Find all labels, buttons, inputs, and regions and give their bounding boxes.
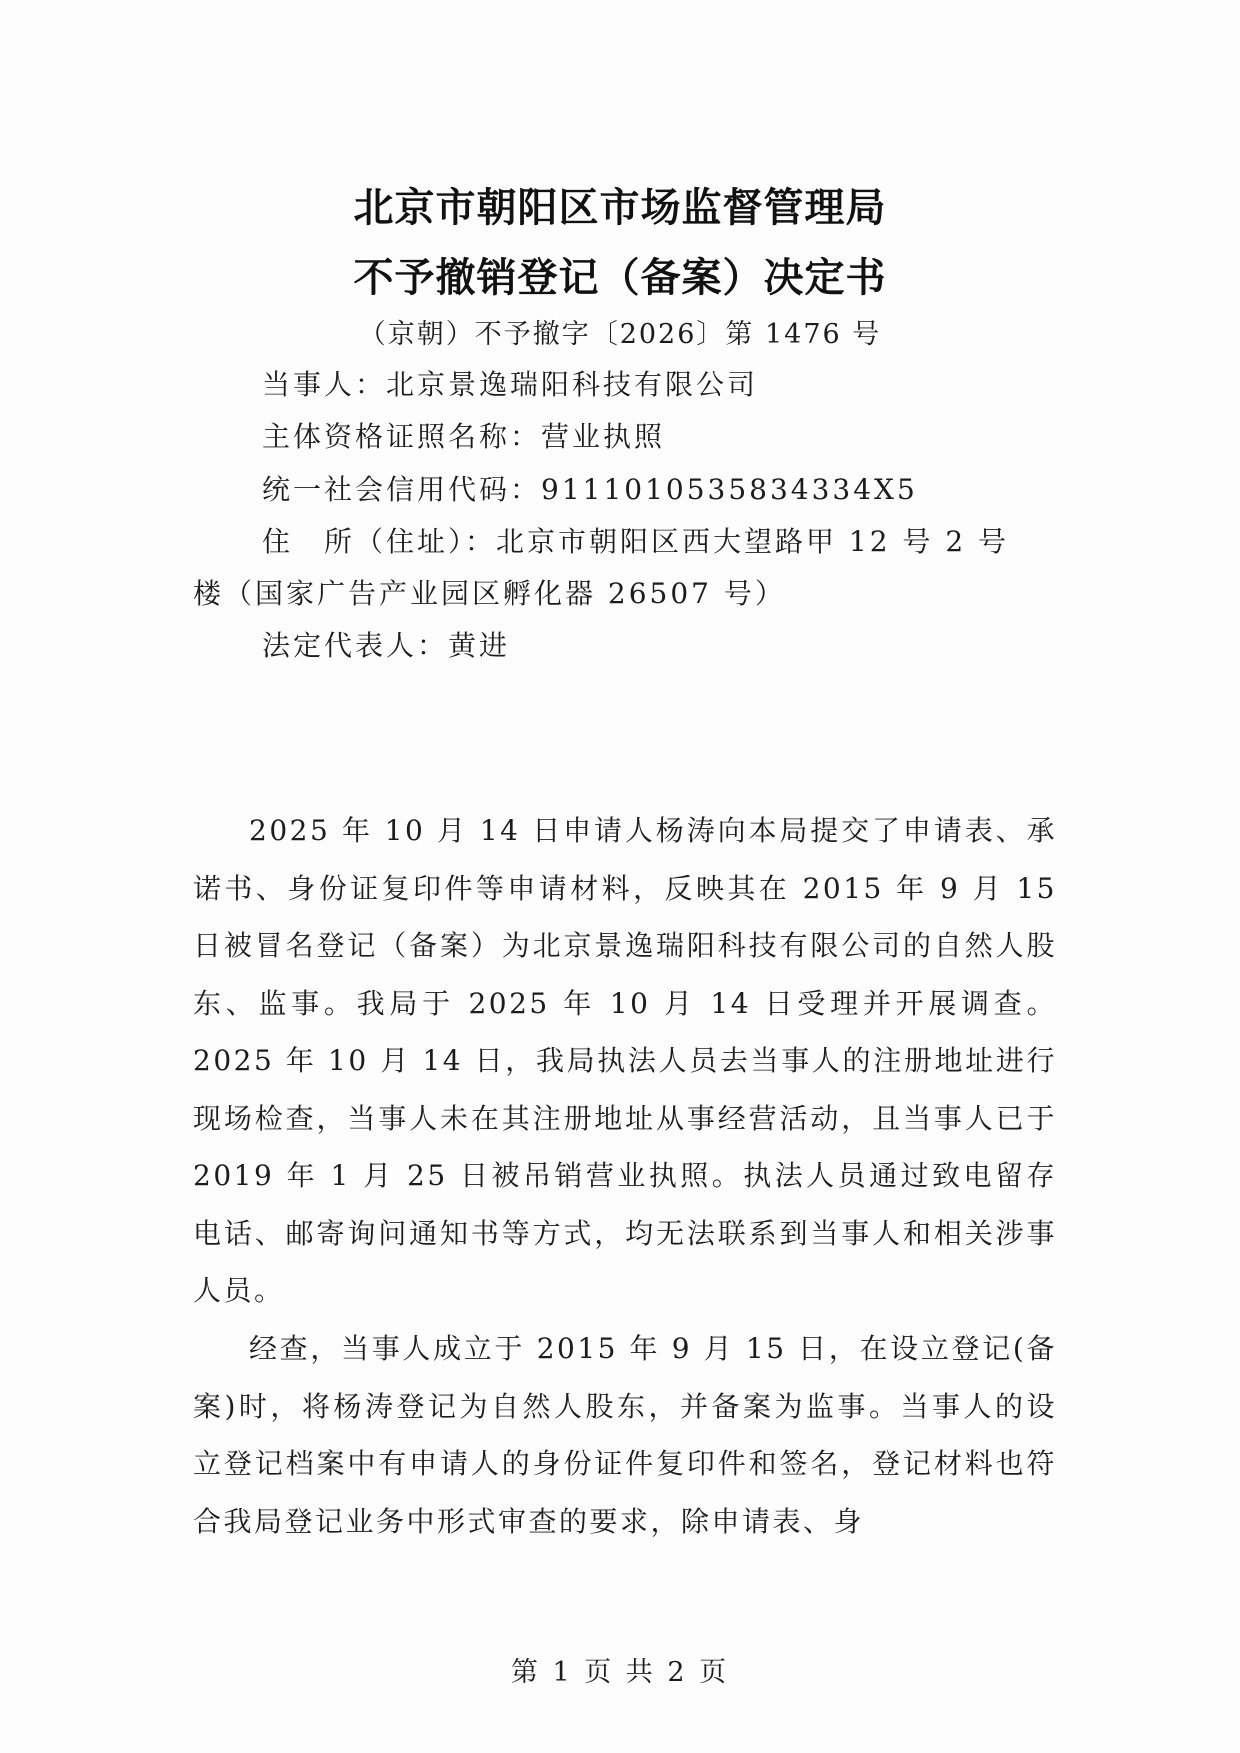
address-line-continued: 楼（国家广告产业园区孵化器 26507 号） (193, 577, 786, 610)
body-paragraph-1 (193, 802, 1057, 1320)
document-title-line2: 不予撤销登记（备案）决定书 (353, 255, 887, 301)
document-title-line1: 北京市朝阳区市场监督管理局 (353, 185, 887, 231)
page-footer: 第 1 页 共 2 页 (510, 1657, 730, 1688)
paragraph-text: 经查，当事人成立于 2015 年 9 月 15 日，在设立登记(备案)时，将杨涛登记为自然人股东，并备案为监事。当事人的设立登记档案中有申请人的身份证件复印件和签名，登记材料也符合我局登记业务中形式审查的要求，除申请表、身 (193, 1332, 1057, 1538)
paragraph-text: 2025 年 10 月 14 日申请人杨涛向本局提交了申请表、承诺书、身份证复印件等申请材料，反映其在 2015 年 9 月 15 日被冒名登记（备案）为北京景逸瑞阳科技有限公司的自然人股东、监事。我局于 2025 年 10 月 14 日受理并开展调查。2025 年 10 月 14 日，我局执法人员去当事人的注册地址进行现场检查，当事人未在其注册地址从事经营活动，且当事人已于 2019 年 1 月 25 日被吊销营业执照。执法人员通过致电留存电话、邮寄询问通知书等方式，均无法联系到当事人和相关涉事人员。 (193, 814, 1057, 1307)
credit-code-line: 统一社会信用代码：9111010535834334X5 (262, 473, 918, 506)
body-paragraph-2 (193, 1320, 1057, 1550)
party-line: 当事人：北京景逸瑞阳科技有限公司 (262, 368, 759, 401)
license-name-line: 主体资格证照名称：营业执照 (262, 420, 666, 453)
legal-representative-line: 法定代表人：黄进 (262, 629, 511, 662)
document-number: （京朝）不予撤字〔2026〕第 1476 号 (358, 319, 882, 350)
address-line: 住 所（住址）：北京市朝阳区西大望路甲 12 号 2 号 (262, 525, 1010, 558)
